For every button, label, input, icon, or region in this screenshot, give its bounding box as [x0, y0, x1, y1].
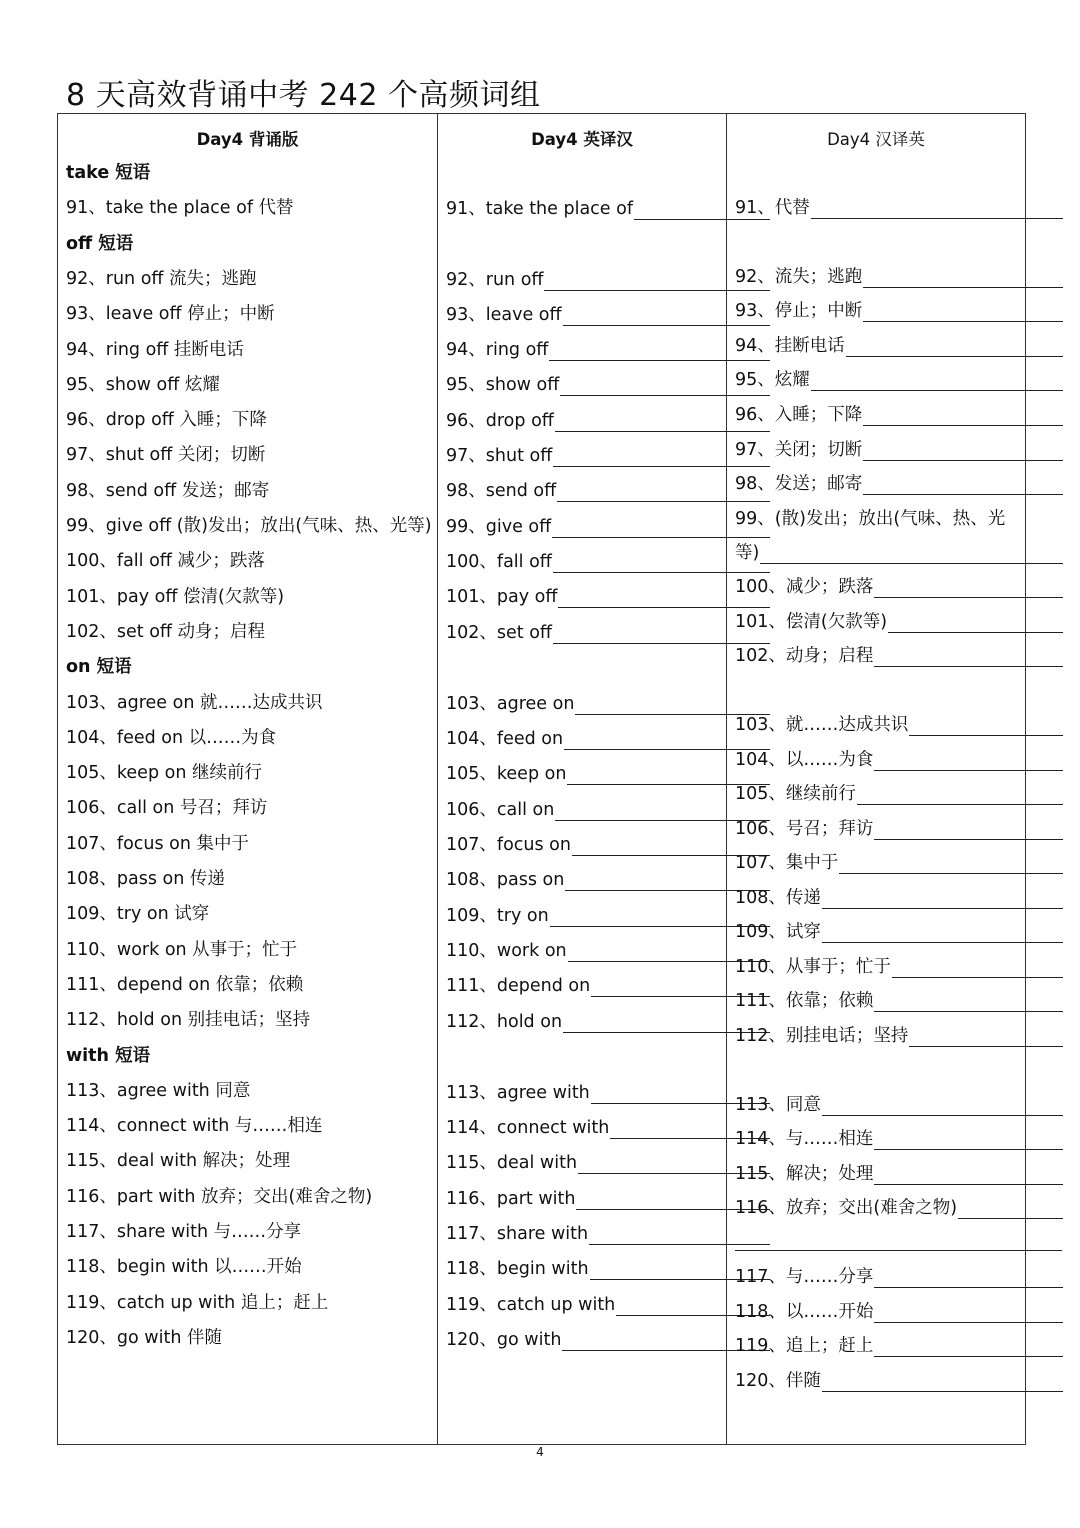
vocab-entry: [66, 444, 265, 466]
vocab-table: [57, 113, 1026, 1445]
entry-text: 112、hold on 别挂电话；坚持: [66, 1010, 311, 1031]
entry-text: 等): [735, 543, 760, 563]
entry-text: 106、call on 号召；拜访: [66, 798, 268, 819]
vocab-entry: [735, 404, 1063, 426]
vocab-entry: [446, 728, 770, 750]
vocab-entry: [446, 1188, 770, 1210]
entry-text: 108、pass on: [446, 870, 565, 890]
vocab-entry: [66, 1115, 322, 1137]
vocab-entry: [66, 903, 209, 925]
answer-blank[interactable]: [874, 648, 1063, 667]
vocab-entry: [735, 1128, 1063, 1150]
entry-text: 116、part with: [446, 1189, 576, 1209]
answer-blank[interactable]: [909, 717, 1063, 736]
entry-text: 104、以……为食: [735, 750, 874, 770]
entry-text: 91、take the place of 代替: [66, 198, 294, 219]
vocab-entry: [735, 473, 1063, 495]
answer-blank[interactable]: [874, 1304, 1063, 1323]
document-title: 8 天高效背诵中考 242 个高频词组: [66, 78, 541, 113]
answer-blank[interactable]: [892, 959, 1063, 978]
entry-text: 101、pay off: [446, 587, 558, 607]
vocab-entry: [66, 480, 269, 502]
vocab-entry: [66, 303, 275, 325]
vocab-entry: [66, 374, 220, 396]
entry-text: 119、catch up with 追上；赶上: [66, 1292, 329, 1313]
entry-text: 95、炫耀: [735, 370, 810, 390]
answer-blank[interactable]: [822, 1097, 1063, 1116]
recite-column-header: Day4 背诵版: [196, 130, 299, 149]
entry-text: 98、send off 发送；邮寄: [66, 480, 270, 501]
entry-text: 119、catch up with: [446, 1295, 616, 1315]
answer-blank[interactable]: [811, 200, 1063, 219]
entry-text: 109、试穿: [735, 922, 821, 942]
entry-text: 107、focus on: [446, 835, 571, 855]
vocab-entry: [735, 300, 1063, 322]
recite-column: [58, 114, 437, 1444]
entry-text: 113、agree with 同意: [66, 1080, 251, 1101]
entry-text: 94、ring off: [446, 340, 549, 360]
vocab-entry: [66, 197, 294, 219]
entry-text: 109、try on: [446, 906, 549, 926]
entry-text: 93、停止；中断: [735, 301, 863, 321]
entry-text: 103、agree on 就……达成共识: [66, 692, 323, 713]
page-number: 4: [536, 1445, 544, 1459]
entry-text: 105、keep on 继续前行: [66, 763, 262, 784]
entry-text: 103、就……达成共识: [735, 715, 909, 735]
entry-text: 101、偿清(欠款等): [735, 612, 888, 632]
answer-blank[interactable]: [863, 476, 1063, 495]
entry-text: 109、try on 试穿: [66, 904, 210, 925]
vocab-entry: [735, 576, 1063, 598]
vocab-entry: [446, 905, 770, 927]
entry-text: 115、deal with: [446, 1153, 578, 1173]
entry-text: 96、入睡；下降: [735, 405, 863, 425]
entry-text: 110、从事于；忙于: [735, 957, 891, 977]
vocab-entry: [735, 542, 1063, 564]
entry-text: 92、run off 流失；逃跑: [66, 268, 257, 289]
answer-blank[interactable]: [874, 993, 1063, 1012]
vocab-entry: [446, 480, 770, 502]
vocab-entry: [66, 939, 297, 961]
entry-text: 116、放弃；交出(难舍之物): [735, 1198, 958, 1218]
entry-text: 94、ring off 挂断电话: [66, 339, 244, 360]
entry-text: 91、代替: [735, 198, 810, 218]
vocab-entry: [446, 799, 770, 821]
entry-text: 114、与……相连: [735, 1129, 874, 1149]
entry-text: 115、deal with 解决；处理: [66, 1151, 291, 1172]
section-heading: [66, 656, 132, 678]
answer-blank[interactable]: [958, 1200, 1063, 1219]
entry-text: 112、别挂电话；坚持: [735, 1026, 909, 1046]
vocab-entry: [66, 339, 244, 361]
vocab-entry: [66, 868, 225, 890]
answer-blank[interactable]: [846, 338, 1063, 357]
vocab-entry: [735, 1163, 1063, 1185]
entry-text: 114、connect with 与……相连: [66, 1116, 323, 1137]
entry-text: 108、传递: [735, 888, 821, 908]
vocab-entry: [66, 1292, 328, 1314]
vocab-entry: [735, 369, 1063, 391]
cn-to-en-column: [727, 114, 1025, 1444]
entry-text: 99、give off: [446, 517, 552, 537]
entry-text: 102、动身；启程: [735, 646, 874, 666]
vocab-entry: [66, 1080, 250, 1102]
entry-text: 107、focus on 集中于: [66, 833, 250, 854]
vocab-entry: [66, 550, 265, 572]
section-heading: [66, 233, 133, 255]
entry-text: 113、agree with: [446, 1083, 590, 1103]
answer-blank[interactable]: [760, 545, 1063, 564]
vocab-entry: [66, 621, 265, 643]
entry-text: 119、追上；赶上: [735, 1336, 874, 1356]
entry-text: 92、run off: [446, 270, 544, 290]
entry-text: 102、set off 动身；启程: [66, 621, 266, 642]
entry-text: 104、feed on 以……为食: [66, 727, 277, 748]
en-to-cn-column: [438, 114, 726, 1444]
answer-blank[interactable]: [874, 821, 1063, 840]
vocab-entry: [446, 1011, 770, 1033]
vocab-entry: [66, 268, 257, 290]
vocab-entry: [735, 956, 1063, 978]
vocab-entry: [446, 693, 770, 715]
vocab-entry: [66, 762, 262, 784]
entry-text: 101、pay off 偿清(欠款等): [66, 586, 285, 607]
answer-blank[interactable]: [822, 1373, 1063, 1392]
entry-text: 99、(散)发出；放出(气味、热、光: [735, 509, 1006, 529]
entry-text: 110、work on: [446, 941, 567, 961]
entry-text: 98、send off: [446, 481, 557, 501]
entry-text: 94、挂断电话: [735, 336, 845, 356]
answer-blank[interactable]: [863, 303, 1063, 322]
vocab-entry: [446, 1258, 770, 1280]
vocab-entry: [735, 1232, 1062, 1251]
vocab-entry: [66, 974, 303, 996]
vocab-entry: [446, 586, 770, 608]
vocab-entry: [735, 1335, 1063, 1357]
vocab-entry: [446, 1223, 770, 1245]
answer-blank[interactable]: [822, 924, 1063, 943]
vocab-entry: [66, 727, 276, 749]
vocab-entry: [446, 869, 770, 891]
entry-text: 110、work on 从事于；忙于: [66, 939, 298, 960]
vocab-entry: [735, 783, 1063, 805]
entry-text: 118、begin with: [446, 1259, 589, 1279]
answer-blank[interactable]: [888, 614, 1063, 633]
vocab-entry: [735, 1094, 1063, 1116]
vocab-entry: [446, 198, 770, 220]
entry-text: with 短语: [66, 1045, 151, 1066]
entry-text: on 短语: [66, 657, 132, 678]
answer-blank[interactable]: [874, 1166, 1063, 1185]
vocab-entry: [735, 611, 1063, 633]
vocab-entry: [446, 834, 770, 856]
answer-blank[interactable]: [857, 786, 1063, 805]
vocab-entry: [446, 1294, 770, 1316]
entry-text: 95、show off 炫耀: [66, 374, 220, 395]
vocab-entry: [735, 990, 1063, 1012]
vocab-entry: [735, 1301, 1063, 1323]
vocab-entry: [446, 1152, 770, 1174]
entry-text: 106、号召；拜访: [735, 819, 874, 839]
entry-text: 120、go with 伴随: [66, 1327, 222, 1348]
entry-text: 93、leave off 停止；中断: [66, 304, 275, 325]
vocab-entry: [66, 797, 267, 819]
vocab-entry: [446, 763, 770, 785]
answer-blank[interactable]: [874, 1338, 1063, 1357]
vocab-entry: [66, 1256, 302, 1278]
vocab-entry: [735, 1370, 1063, 1392]
vocab-entry: [735, 818, 1063, 840]
vocab-entry: [66, 586, 284, 608]
vocab-entry: [735, 1025, 1063, 1047]
vocab-entry: [735, 749, 1063, 771]
vocab-entry: [446, 940, 770, 962]
entry-text: 97、关闭；切断: [735, 440, 863, 460]
entry-text: 118、begin with 以……开始: [66, 1257, 302, 1278]
vocab-entry: [446, 304, 770, 326]
entry-text: 98、发送；邮寄: [735, 474, 863, 494]
vocab-entry: [446, 374, 770, 396]
entry-text: 100、减少；跌落: [735, 577, 874, 597]
entry-text: 91、take the place of: [446, 199, 633, 219]
answer-blank[interactable]: [874, 752, 1063, 771]
vocab-entry: [66, 409, 267, 431]
vocab-entry: [735, 852, 1063, 874]
vocab-entry: [446, 1117, 770, 1139]
vocab-entry: [735, 1197, 1063, 1219]
entry-text: 97、shut off: [446, 446, 553, 466]
vocab-entry: [446, 269, 770, 291]
entry-text: 114、connect with: [446, 1118, 610, 1138]
vocab-entry: [735, 714, 1063, 736]
vocab-entry: [735, 921, 1063, 943]
entry-text: 111、depend on 依靠；依赖: [66, 974, 304, 995]
entry-text: 96、drop off: [446, 411, 554, 431]
vocab-entry: [446, 410, 770, 432]
entry-text: 103、agree on: [446, 694, 575, 714]
entry-text: 108、pass on 传递: [66, 869, 225, 889]
entry-text: off 短语: [66, 233, 134, 254]
vocab-entry: [735, 887, 1063, 909]
vocab-entry: [66, 692, 323, 714]
vocab-entry: [66, 1186, 372, 1208]
entry-text: 106、call on: [446, 800, 555, 820]
answer-blank[interactable]: [839, 855, 1063, 874]
entry-text: 102、set off: [446, 623, 552, 643]
vocab-entry: [446, 1329, 770, 1351]
vocab-entry: [66, 1150, 290, 1172]
vocab-entry: [66, 1221, 301, 1243]
entry-text: 113、同意: [735, 1095, 821, 1115]
entry-text: 111、依靠；依赖: [735, 991, 874, 1011]
vocab-entry: [446, 975, 770, 997]
vocab-entry: [735, 1266, 1063, 1288]
entry-text: 97、shut off 关闭；切断: [66, 445, 266, 466]
entry-text: 104、feed on: [446, 729, 564, 749]
answer-blank[interactable]: [863, 407, 1063, 426]
entry-text: 111、depend on: [446, 976, 591, 996]
entry-text: 117、与……分享: [735, 1267, 874, 1287]
vocab-entry: [446, 1082, 770, 1104]
entry-text: 100、fall off 减少；跌落: [66, 551, 265, 572]
answer-blank[interactable]: [863, 442, 1063, 461]
vocab-entry: [446, 445, 770, 467]
entry-text: 100、fall off: [446, 552, 552, 572]
vocab-entry: [735, 335, 1063, 357]
cn-to-en-column-header: Day4 汉译英: [827, 130, 925, 149]
answer-blank[interactable]: [874, 1269, 1063, 1288]
entry-text: 120、go with: [446, 1330, 562, 1350]
entry-text: 117、share with: [446, 1224, 589, 1244]
vocab-entry: [735, 197, 1063, 219]
answer-blank[interactable]: [874, 579, 1063, 598]
entry-text: 112、hold on: [446, 1012, 563, 1032]
vocab-entry: [735, 645, 1063, 667]
vocab-entry: [66, 833, 249, 855]
section-heading: [66, 1045, 150, 1067]
entry-text: 105、keep on: [446, 764, 567, 784]
entry-text: 118、以……开始: [735, 1302, 874, 1322]
vocab-entry: [446, 551, 770, 573]
vocab-entry: [66, 515, 432, 537]
section-heading: [66, 162, 150, 184]
en-to-cn-column-header: Day4 英译汉: [531, 130, 633, 149]
entry-text: 105、继续前行: [735, 784, 856, 804]
vocab-entry: [446, 339, 770, 361]
entry-text: 120、伴随: [735, 1371, 821, 1391]
entry-text: 93、leave off: [446, 305, 562, 325]
entry-text: 96、drop off 入睡；下降: [66, 410, 267, 431]
entry-text: 117、share with 与……分享: [66, 1222, 302, 1242]
answer-blank[interactable]: [874, 1131, 1063, 1150]
vocab-entry: [66, 1009, 310, 1031]
answer-blank[interactable]: [909, 1028, 1063, 1047]
entry-text: 95、show off: [446, 375, 560, 395]
vocab-entry: [446, 622, 770, 644]
entry-text: 99、give off (散)发出；放出(气味、热、光等): [66, 516, 432, 536]
answer-blank[interactable]: [811, 372, 1063, 391]
answer-blank[interactable]: [863, 269, 1063, 288]
vocab-entry: [735, 266, 1063, 288]
entry-text: 107、集中于: [735, 853, 839, 873]
vocab-entry: [735, 439, 1063, 461]
answer-blank[interactable]: [735, 1232, 1062, 1251]
entry-text: 116、part with 放弃；交出(难舍之物): [66, 1186, 373, 1207]
vocab-entry: [446, 516, 770, 538]
vocab-entry: [735, 508, 1005, 530]
entry-text: take 短语: [66, 163, 151, 183]
vocab-entry: [66, 1327, 222, 1349]
entry-text: 92、流失；逃跑: [735, 267, 863, 287]
entry-text: 115、解决；处理: [735, 1164, 874, 1184]
answer-blank[interactable]: [822, 890, 1063, 909]
